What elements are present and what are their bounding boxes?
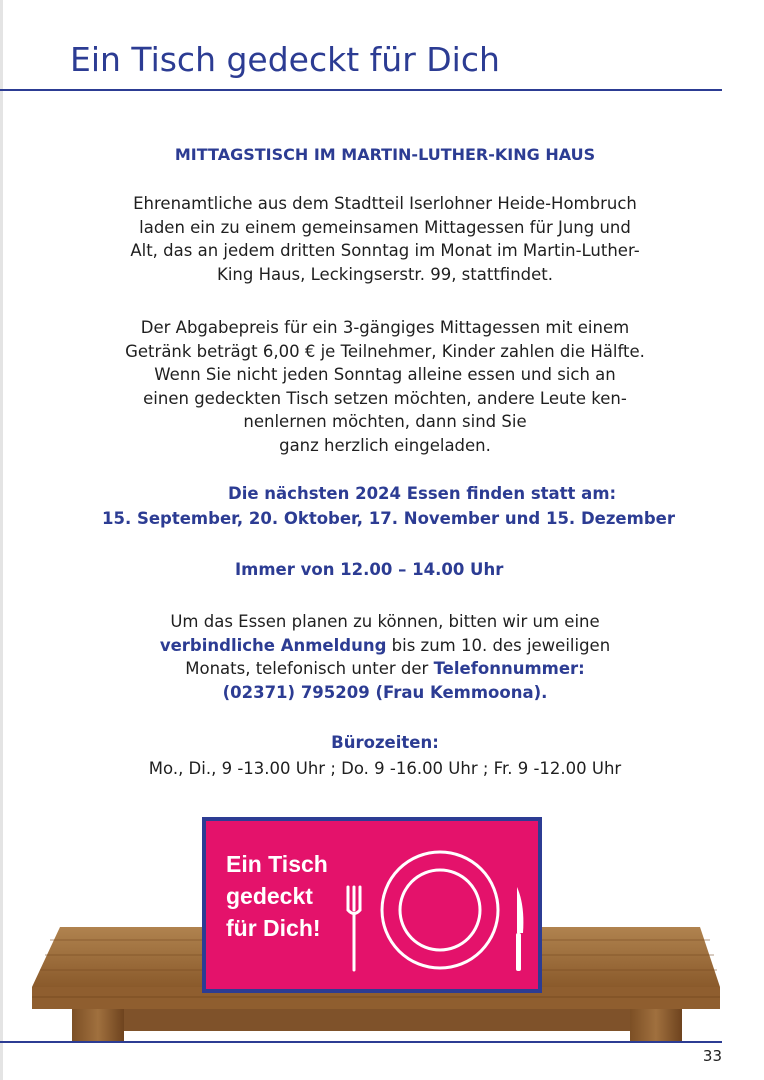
- registration-text: bis zum 10. des jeweiligen: [386, 635, 611, 655]
- office-hours: Mo., Di., 9 -13.00 Uhr ; Do. 9 -16.00 Uhr ; Fr. 9 -12.00 Uhr: [148, 759, 622, 778]
- event-time: Immer von 12.00 – 14.00 Uhr: [235, 560, 504, 579]
- table-leg: [630, 1009, 682, 1041]
- registration-line: Um das Essen planen zu können, bitten wir um eine: [170, 612, 600, 631]
- dates-title: Die nächsten 2024 Essen finden statt am:: [228, 484, 617, 503]
- sign-line: Ein Tisch: [226, 851, 328, 877]
- phone-number: (02371) 795209 (Frau Kemmoona).: [222, 682, 548, 702]
- intro-line: King Haus, Leckingserstr. 99, stattfindet.: [217, 264, 553, 284]
- title-rule: [0, 89, 722, 91]
- registration-paragraph: [40, 610, 730, 704]
- intro-paragraph: [40, 192, 730, 286]
- table-apron: [124, 1009, 630, 1031]
- price-line: Getränk beträgt 6,00 € je Teilnehmer, Kinder zahlen die Hälfte.: [125, 341, 645, 361]
- office-hours-title: Bürozeiten:: [331, 733, 439, 752]
- table-leg: [72, 1009, 124, 1041]
- price-line: ganz herzlich eingeladen.: [279, 435, 491, 455]
- event-dates: 15. September, 20. Oktober, 17. November und 15. Dezember: [102, 509, 675, 528]
- intro-line: Alt, das an jedem dritten Sonntag im Monat im Martin-Luther-: [130, 241, 640, 260]
- price-paragraph: [40, 316, 730, 457]
- registration-line: [40, 634, 730, 658]
- phone-label: Telefonnummer:: [433, 659, 585, 678]
- page-title: Ein Tisch gedeckt für Dich: [70, 40, 500, 79]
- registration-text: Monats, telefonisch unter der: [185, 659, 434, 678]
- table-illustration: [0, 815, 764, 1041]
- footer-rule: [0, 1041, 722, 1043]
- price-line: Wenn Sie nicht jeden Sonntag alleine essen und sich an: [154, 365, 616, 384]
- registration-line: [40, 657, 730, 681]
- intro-line: Ehrenamtliche aus dem Stadtteil Iserlohner Heide-Hombruch: [133, 194, 637, 213]
- registration-highlight: verbindliche Anmeldung: [159, 635, 387, 655]
- article-heading: MITTAGSTISCH IM MARTIN-LUTHER-KING HAUS: [174, 145, 596, 164]
- price-line: nenlernen möchten, dann sind Sie: [243, 412, 527, 431]
- price-line: Der Abgabepreis für ein 3-gängiges Mittagessen mit einem: [140, 318, 630, 337]
- sign-ein-tisch: [202, 817, 542, 993]
- price-line: einen gedeckten Tisch setzen möchten, andere Leute ken-: [143, 388, 627, 408]
- intro-line: laden ein zu einem gemeinsamen Mittagessen für Jung und: [139, 217, 631, 237]
- sign-line: für Dich!: [226, 915, 321, 941]
- page-number: 33: [702, 1047, 722, 1065]
- sign-line: gedeckt: [226, 883, 313, 909]
